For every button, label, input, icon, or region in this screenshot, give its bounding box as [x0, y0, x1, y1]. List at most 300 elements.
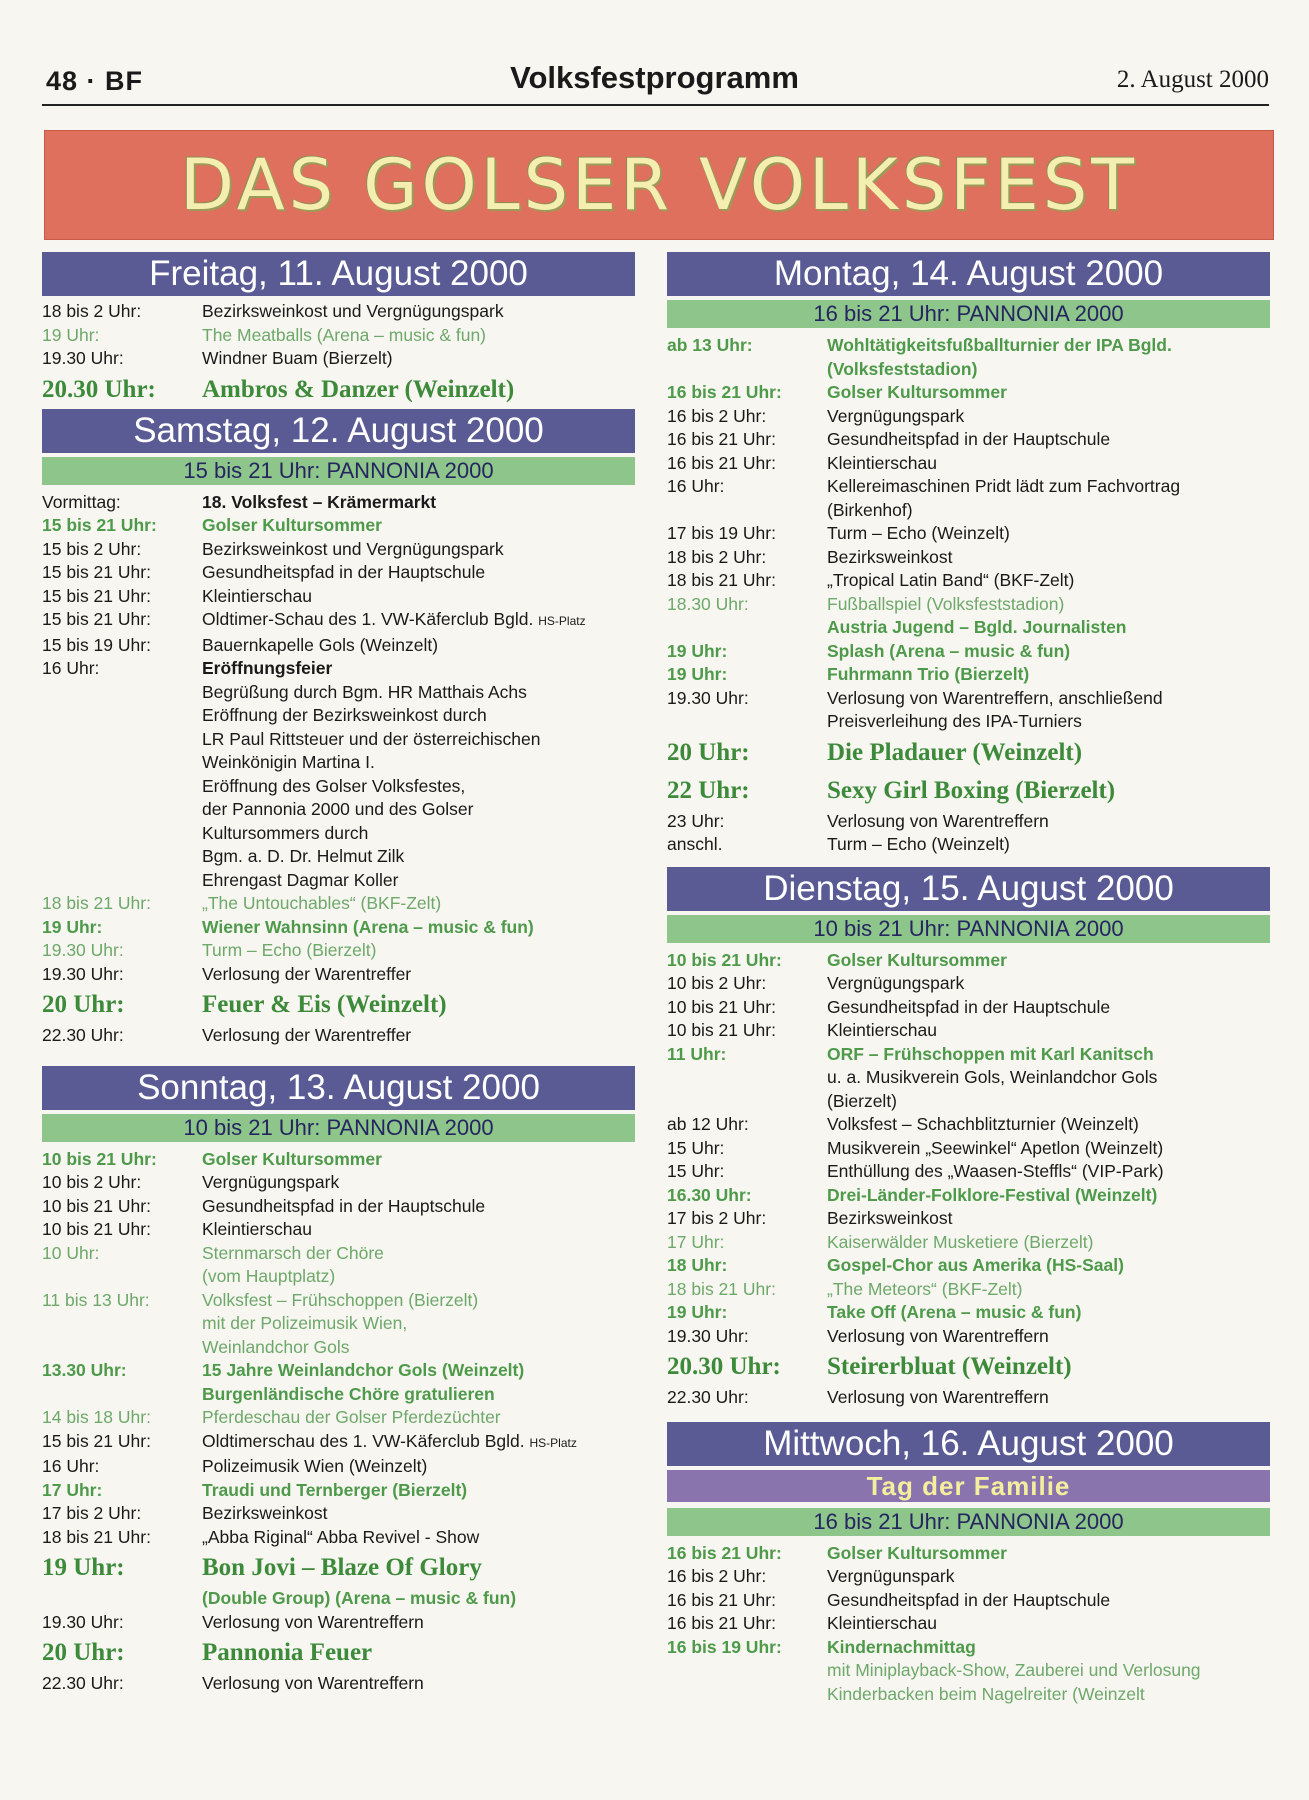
program-time	[42, 845, 202, 869]
program-event-text: Enthüllung des „Waasen-Steffls“ (VIP-Park)	[827, 1161, 1164, 1181]
program-event	[202, 681, 635, 705]
program-event	[202, 491, 635, 515]
program-time	[667, 358, 827, 382]
program-time: 17 Uhr:	[42, 1479, 103, 1500]
program-time: 16.30 Uhr:	[667, 1184, 752, 1205]
program-event-text: Bezirksweinkost	[202, 1503, 328, 1523]
program-time: 18 bis 2 Uhr:	[42, 301, 142, 321]
program-event-text: Wiener Wahnsinn (Arena – music & fun)	[202, 916, 534, 937]
program-event-text: Verlosung von Warentreffern, anschließend	[827, 687, 1163, 708]
program-event	[827, 1565, 1270, 1589]
program-event-text: (Bierzelt)	[827, 1090, 898, 1111]
program-row	[667, 1278, 1270, 1302]
program-row	[42, 704, 635, 728]
program-time: 15 bis 21 Uhr:	[42, 585, 151, 606]
program-time: 17 bis 19 Uhr:	[667, 523, 776, 543]
program-row	[42, 1242, 635, 1266]
program-row	[667, 972, 1270, 996]
program-row	[42, 822, 635, 846]
program-event	[202, 1430, 635, 1456]
program-event-text: Verlosung der Warentreffer	[202, 1025, 412, 1045]
program-event-text: Oldtimer-Schau des 1. VW-Käferclub Bgld.	[202, 609, 534, 629]
program-event	[827, 734, 1270, 772]
program-event-text: Vergnügungspark	[202, 1172, 340, 1192]
program-event	[827, 1636, 1270, 1660]
issue-date: 2. August 2000	[1116, 66, 1269, 93]
program-event-text: Gospel-Chor aus Amerika (HS-Saal)	[827, 1255, 1124, 1275]
program-row	[667, 1090, 1270, 1114]
program-row	[667, 734, 1270, 772]
program-time: 15 bis 21 Uhr:	[42, 1430, 151, 1451]
program-row	[42, 1336, 635, 1360]
program-event-text: Bauernkapelle Gols (Weinzelt)	[202, 634, 439, 655]
program-row	[42, 300, 635, 324]
program-row	[667, 1019, 1270, 1043]
program-row	[42, 1171, 635, 1195]
program-row	[42, 1148, 635, 1172]
program-time: 19.30 Uhr:	[42, 1611, 124, 1632]
program-event	[827, 1659, 1270, 1683]
program-time: 15 Uhr:	[667, 1161, 725, 1181]
program-time	[42, 704, 202, 728]
program-time: 18 bis 21 Uhr:	[42, 893, 151, 913]
program-row	[667, 1612, 1270, 1636]
program-time: 10 bis 21 Uhr:	[667, 1020, 776, 1040]
program-event	[827, 687, 1270, 711]
program-time	[667, 616, 827, 640]
program-event-text: Gesundheitspfad in der Hauptschule	[202, 1195, 486, 1216]
program-event	[202, 1526, 635, 1550]
program-time: 16 bis 21 Uhr:	[667, 452, 776, 473]
program-row	[667, 1184, 1270, 1208]
program-event	[202, 1502, 635, 1526]
left-column	[42, 252, 635, 1696]
program-row	[42, 491, 635, 515]
program-event-text: Vergnügungspark	[827, 405, 965, 426]
spacer	[667, 1410, 1270, 1422]
program-row	[42, 1430, 635, 1456]
program-time: 15 bis 21 Uhr:	[42, 562, 151, 582]
program-event	[827, 1278, 1270, 1302]
program-time: 16 Uhr:	[667, 476, 725, 496]
program-event	[827, 428, 1270, 452]
program-row	[42, 1195, 635, 1219]
program-row	[42, 963, 635, 987]
program-time	[42, 869, 202, 893]
spacer	[42, 1048, 635, 1066]
program-event-text: Verlosung der Warentreffer	[202, 963, 412, 984]
program-event-text: Gesundheitspfad in der Hauptschule	[827, 429, 1111, 449]
program-time: 11 bis 13 Uhr:	[42, 1289, 150, 1310]
program-event-text: Gesundheitspfad in der Hauptschule	[827, 1589, 1111, 1610]
day-heading-monday: Montag, 14. August 2000	[667, 252, 1270, 296]
program-event-text: Kultursommers durch	[202, 822, 369, 843]
program-event-text: Gesundheitspfad in der Hauptschule	[202, 562, 486, 582]
program-event-text: Polizeimusik Wien (Weinzelt)	[202, 1456, 428, 1476]
program-event-text: (Birkenhof)	[827, 499, 913, 520]
program-event	[202, 845, 635, 869]
program-event	[827, 334, 1270, 358]
program-event-text: Take Off (Arena – music & fun)	[827, 1302, 1082, 1322]
program-time: 17 bis 2 Uhr:	[667, 1208, 767, 1228]
program-event	[827, 499, 1270, 523]
program-event	[202, 1024, 635, 1048]
program-event-text: ORF – Frühschoppen mit Karl Kanitsch	[827, 1043, 1154, 1064]
program-row	[42, 585, 635, 609]
program-event	[827, 833, 1270, 857]
program-event	[202, 1479, 635, 1503]
program-row	[667, 1542, 1270, 1566]
program-event-text: Kleintierschau	[827, 1020, 937, 1040]
program-event	[202, 324, 635, 348]
program-event-text: Pferdeschau der Golser Pferdezüchter	[202, 1407, 501, 1427]
day-heading-friday: Freitag, 11. August 2000	[42, 252, 635, 296]
program-event	[202, 1634, 635, 1672]
program-row	[667, 1683, 1270, 1707]
program-event	[202, 986, 635, 1024]
program-time: 10 bis 2 Uhr:	[667, 973, 767, 993]
program-row	[667, 1043, 1270, 1067]
program-event-text: Vergnügunspark	[827, 1566, 955, 1586]
program-event-text: Turm – Echo (Weinzelt)	[827, 523, 1010, 543]
program-event-text: Verlosung von Warentreffern	[202, 1673, 424, 1693]
program-event-text: Golser Kultursommer	[827, 382, 1007, 402]
monday-program	[667, 334, 1270, 857]
program-event-text: Splash (Arena – music & fun)	[827, 640, 1071, 661]
program-time: 16 bis 21 Uhr:	[667, 1613, 776, 1633]
program-time: 19 Uhr:	[667, 1302, 728, 1322]
program-row	[42, 751, 635, 775]
program-event-text: Bezirksweinkost und Vergnügungspark	[202, 538, 504, 559]
program-event-text: Fuhrmann Trio (Bierzelt)	[827, 664, 1030, 684]
program-row	[667, 475, 1270, 499]
program-row	[667, 593, 1270, 617]
wednesday-motto-bar: Tag der Familie	[667, 1470, 1270, 1502]
program-time: 15 bis 19 Uhr:	[42, 634, 151, 655]
program-row	[42, 1549, 635, 1587]
program-time: 16 bis 21 Uhr:	[667, 382, 782, 402]
program-time: 18 bis 21 Uhr:	[667, 570, 776, 590]
program-time	[42, 1312, 202, 1336]
program-time: 19 Uhr:	[42, 324, 100, 345]
program-event-text: Eröffnung der Bezirksweinkost durch	[202, 705, 487, 725]
program-row	[42, 1672, 635, 1696]
program-row	[667, 949, 1270, 973]
program-event	[827, 1066, 1270, 1090]
program-row	[667, 1066, 1270, 1090]
program-event-text: The Meatballs (Arena – music & fun)	[202, 324, 487, 345]
program-event	[202, 728, 635, 752]
program-event-text: Musikverein „Seewinkel“ Apetlon (Weinzelt)	[827, 1137, 1164, 1158]
program-event-text: Kleintierschau	[202, 1219, 312, 1239]
program-time	[42, 1587, 202, 1611]
program-event-text: Die Pladauer (Weinzelt)	[827, 738, 1083, 766]
program-event-text: Verlosung von Warentreffern	[827, 810, 1049, 831]
program-row	[667, 358, 1270, 382]
program-event	[202, 892, 635, 916]
program-row	[42, 1359, 635, 1383]
program-event-text: Eröffnung des Golser Volksfestes,	[202, 775, 466, 796]
program-row	[667, 546, 1270, 570]
program-event	[827, 569, 1270, 593]
program-event	[827, 616, 1270, 640]
program-event-text: Turm – Echo (Weinzelt)	[827, 834, 1010, 854]
program-row	[42, 1479, 635, 1503]
program-event-text: Steirerbluat (Weinzelt)	[827, 1353, 1072, 1380]
program-row	[667, 996, 1270, 1020]
program-time: 18 bis 21 Uhr:	[667, 1278, 776, 1299]
program-time	[667, 1066, 827, 1090]
program-time: 17 bis 2 Uhr:	[42, 1503, 142, 1523]
program-time: 16 Uhr:	[42, 658, 100, 678]
program-event	[202, 1171, 635, 1195]
program-row	[42, 514, 635, 538]
program-time: 19.30 Uhr:	[42, 940, 124, 960]
program-time	[667, 1659, 827, 1683]
program-time	[42, 1383, 202, 1407]
program-event-text: Fußballspiel (Volksfeststadion)	[827, 593, 1065, 614]
program-time	[667, 710, 827, 734]
program-event	[202, 1406, 635, 1430]
day-heading-wednesday: Mittwoch, 16. August 2000	[667, 1422, 1270, 1466]
tuesday-pannonia-bar: 10 bis 21 Uhr: PANNONIA 2000	[667, 915, 1270, 943]
program-time: 15 bis 21 Uhr:	[42, 515, 157, 535]
program-row	[667, 1160, 1270, 1184]
program-event	[827, 1348, 1270, 1386]
program-event	[827, 1019, 1270, 1043]
program-time: 14 bis 18 Uhr:	[42, 1407, 151, 1427]
program-row	[42, 728, 635, 752]
spacer	[667, 857, 1270, 867]
program-row	[667, 810, 1270, 834]
program-event	[827, 640, 1270, 664]
program-event	[202, 657, 635, 681]
program-row	[42, 845, 635, 869]
program-row	[667, 1301, 1270, 1325]
program-time: 22 Uhr:	[667, 776, 750, 804]
program-time	[42, 1336, 202, 1360]
program-time: 11 Uhr:	[667, 1043, 727, 1064]
program-row	[667, 1589, 1270, 1613]
program-event-text: 18. Volksfest – Krämermarkt	[202, 491, 437, 512]
program-event-text: „Tropical Latin Band“ (BKF-Zelt)	[827, 570, 1075, 590]
program-row	[42, 1611, 635, 1635]
program-row	[42, 1383, 635, 1407]
wednesday-program	[667, 1542, 1270, 1707]
program-event	[827, 358, 1270, 382]
program-event-text: Wohltätigkeitsfußballturnier der IPA Bgld.	[827, 335, 1172, 355]
program-event	[827, 1612, 1270, 1636]
program-row	[42, 1455, 635, 1479]
program-event-text: der Pannonia 2000 und des Golser	[202, 799, 474, 819]
program-event	[202, 1672, 635, 1696]
program-event	[202, 347, 635, 371]
program-row	[42, 892, 635, 916]
program-event-text: „The Meteors“ (BKF-Zelt)	[827, 1278, 1023, 1299]
program-event-text: Weinkönigin Martina I.	[202, 752, 375, 772]
program-row	[667, 428, 1270, 452]
program-row	[42, 608, 635, 634]
program-event-text: Verlosung von Warentreffern	[202, 1611, 424, 1632]
program-event	[827, 1137, 1270, 1161]
program-time: 13.30 Uhr:	[42, 1360, 127, 1380]
program-event	[202, 704, 635, 728]
program-time: 16 bis 2 Uhr:	[667, 405, 767, 426]
program-time: 10 bis 21 Uhr:	[42, 1195, 151, 1216]
program-row	[42, 916, 635, 940]
program-event-text: Golser Kultursommer	[202, 1148, 382, 1169]
right-column	[667, 252, 1270, 1706]
program-event	[827, 1090, 1270, 1114]
program-event-text: Austria Jugend – Bgld. Journalisten	[827, 617, 1127, 637]
program-time: 19.30 Uhr:	[667, 687, 749, 708]
program-event-text: 15 Jahre Weinlandchor Gols (Weinzelt)	[202, 1360, 525, 1380]
program-event-text: Golser Kultursommer	[202, 515, 382, 535]
venue-note: HS-Platz	[529, 1435, 577, 1450]
program-time: 10 bis 21 Uhr:	[667, 949, 782, 970]
program-event	[202, 371, 635, 409]
program-event-text: Ambros & Danzer (Weinzelt)	[202, 375, 515, 403]
program-row	[42, 1265, 635, 1289]
program-row	[42, 561, 635, 585]
program-row	[42, 1406, 635, 1430]
program-event-text: Kinderbacken beim Nagelreiter (Weinzelt	[827, 1683, 1145, 1704]
program-event-text: Weinlandchor Gols	[202, 1336, 350, 1357]
program-event-text: Bezirksweinkost und Vergnügungspark	[202, 301, 504, 321]
program-time: 19.30 Uhr:	[667, 1325, 749, 1346]
program-row	[42, 347, 635, 371]
program-event-text: Begrüßung durch Bgm. HR Matthais Achs	[202, 681, 527, 702]
wednesday-pannonia-bar: 16 bis 21 Uhr: PANNONIA 2000	[667, 1508, 1270, 1536]
program-time: 18 bis 2 Uhr:	[667, 546, 767, 567]
program-time: 20 Uhr:	[667, 738, 750, 766]
program-event	[202, 538, 635, 562]
program-time: 18.30 Uhr:	[667, 593, 749, 614]
program-row	[42, 1218, 635, 1242]
program-row	[667, 1565, 1270, 1589]
program-time	[42, 798, 202, 822]
program-time: 10 bis 21 Uhr:	[667, 996, 776, 1017]
program-time: ab 13 Uhr:	[667, 335, 753, 355]
program-row	[42, 1587, 635, 1611]
program-event	[202, 300, 635, 324]
program-time: 19.30 Uhr:	[42, 348, 124, 368]
program-row	[667, 1231, 1270, 1255]
program-time: 16 bis 21 Uhr:	[667, 429, 776, 449]
program-time: 10 bis 21 Uhr:	[42, 1219, 151, 1239]
friday-program	[42, 300, 635, 409]
program-row	[667, 522, 1270, 546]
program-event-text: Sexy Girl Boxing (Bierzelt)	[827, 776, 1116, 804]
program-row	[667, 334, 1270, 358]
program-event	[202, 1195, 635, 1219]
program-time	[42, 751, 202, 775]
program-row	[667, 569, 1270, 593]
program-time: 19 Uhr:	[42, 1554, 125, 1581]
section-title: Volksfestprogramm	[510, 60, 799, 95]
program-time: 16 bis 21 Uhr:	[667, 1589, 776, 1610]
program-event	[827, 475, 1270, 499]
program-event	[827, 1683, 1270, 1707]
program-time: ab 12 Uhr:	[667, 1114, 749, 1134]
program-event	[827, 452, 1270, 476]
program-time: 10 bis 21 Uhr:	[42, 1148, 157, 1169]
program-event	[202, 585, 635, 609]
program-row	[667, 1207, 1270, 1231]
sunday-pannonia-bar: 10 bis 21 Uhr: PANNONIA 2000	[42, 1114, 635, 1142]
program-time: 16 bis 21 Uhr:	[667, 1542, 782, 1563]
program-event-text: Kindernachmittag	[827, 1636, 976, 1657]
program-row	[42, 1312, 635, 1336]
program-event	[202, 561, 635, 585]
program-event-text: (Double Group) (Arena – music & fun)	[202, 1588, 517, 1608]
venue-note: HS-Platz	[538, 614, 586, 628]
program-row	[42, 775, 635, 799]
program-time	[667, 1683, 827, 1707]
program-event	[827, 949, 1270, 973]
program-event	[202, 514, 635, 538]
program-event-text: Kaiserwälder Musketiere (Bierzelt)	[827, 1231, 1094, 1252]
program-time: 18 Uhr:	[667, 1255, 728, 1275]
program-event	[827, 1386, 1270, 1410]
program-row	[42, 1502, 635, 1526]
program-event-text: Golser Kultursommer	[827, 1542, 1007, 1563]
program-row	[667, 710, 1270, 734]
program-event	[827, 810, 1270, 834]
program-event-text: Gesundheitspfad in der Hauptschule	[827, 996, 1111, 1017]
program-row	[667, 405, 1270, 429]
program-row	[42, 869, 635, 893]
program-row	[42, 538, 635, 562]
program-event	[202, 1312, 635, 1336]
program-time: 20 Uhr:	[42, 991, 125, 1018]
program-row	[42, 986, 635, 1024]
program-event-text: Verlosung von Warentreffern	[827, 1325, 1049, 1346]
program-row	[42, 324, 635, 348]
program-time	[667, 499, 827, 523]
program-event-text: Bon Jovi – Blaze Of Glory	[202, 1554, 482, 1581]
program-event-text: Kleintierschau	[202, 585, 312, 606]
program-event	[202, 1587, 635, 1611]
program-time: 23 Uhr:	[667, 810, 725, 831]
page-header	[0, 0, 1309, 110]
program-time: 19.30 Uhr:	[42, 963, 124, 984]
program-time	[42, 728, 202, 752]
program-time: 22.30 Uhr:	[667, 1387, 749, 1407]
program-event	[827, 1589, 1270, 1613]
program-event-text: Kellereimaschinen Pridt lädt zum Fachvortrag	[827, 476, 1181, 496]
program-event-text: Pannonia Feuer	[202, 1639, 373, 1666]
program-event	[827, 710, 1270, 734]
monday-pannonia-bar: 16 bis 21 Uhr: PANNONIA 2000	[667, 300, 1270, 328]
program-event	[827, 405, 1270, 429]
program-event-text: Kleintierschau	[827, 452, 937, 473]
program-event	[827, 546, 1270, 570]
program-event-text: Volksfest – Schachblitzturnier (Weinzelt)	[827, 1114, 1139, 1134]
program-event-text: Preisverleihung des IPA-Turniers	[827, 711, 1082, 731]
program-event	[202, 1242, 635, 1266]
program-event	[827, 1113, 1270, 1137]
program-time: 15 bis 21 Uhr:	[42, 609, 151, 629]
program-row	[667, 1659, 1270, 1683]
program-time: 16 bis 2 Uhr:	[667, 1566, 767, 1586]
program-event	[202, 1611, 635, 1635]
program-row	[667, 1113, 1270, 1137]
title-banner: DAS GOLSER VOLKSFEST	[44, 130, 1274, 240]
program-time	[42, 1265, 202, 1289]
program-event	[202, 1549, 635, 1587]
day-heading-saturday: Samstag, 12. August 2000	[42, 409, 635, 453]
